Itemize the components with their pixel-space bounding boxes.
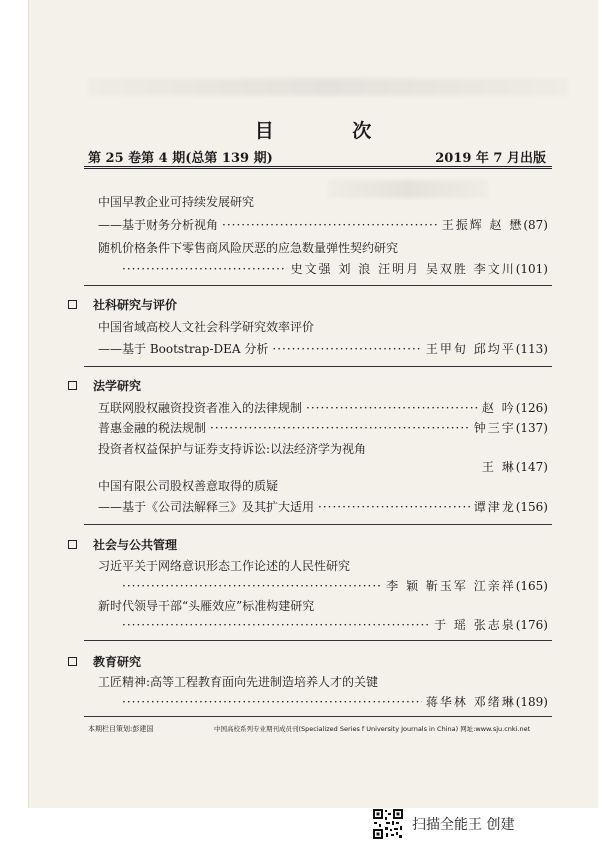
section-name: 社会与公共管理 — [93, 538, 178, 552]
article-page: (147) — [515, 460, 548, 474]
section-divider — [84, 640, 552, 641]
article-title: 中国早教企业可持续发展研究 — [98, 195, 255, 209]
checkbox-square-icon — [68, 381, 77, 390]
article-entry — [98, 498, 548, 515]
leader-dots — [122, 262, 287, 276]
article-authors: 于 瑶 张志泉 — [434, 618, 516, 632]
article-entry — [98, 458, 548, 475]
article-entry — [98, 216, 548, 233]
article-title: 普惠金融的税法规制 — [98, 421, 207, 435]
article-page: (101) — [515, 262, 548, 276]
checkbox-square-icon — [68, 657, 77, 666]
article-page: (189) — [515, 695, 548, 709]
section-heading — [68, 653, 141, 670]
leader-dots — [318, 500, 470, 514]
section-name: 法学研究 — [93, 379, 142, 393]
article-subtitle: ——基于财务分析视角 — [98, 218, 219, 232]
journal-page — [28, 0, 598, 808]
article-title: 中国省域高校人文社会科学研究效率评价 — [98, 320, 315, 334]
article-subtitle: ——基于 Bootstrap-DEA 分析 — [98, 342, 269, 356]
article-page: (176) — [515, 618, 548, 632]
article-authors: 李 颖 靳玉军 江亲祥 — [386, 579, 516, 593]
scanner-watermark: 扫描全能王 创建 — [412, 817, 515, 833]
article-page: (87) — [523, 218, 548, 232]
article-title: 投资者权益保护与证券支持诉讼:以法经济学为视角 — [98, 442, 367, 456]
footer-rule — [84, 716, 552, 717]
section-name: 教育研究 — [93, 655, 142, 669]
article-page: (165) — [515, 579, 548, 593]
leader-dots — [122, 695, 422, 709]
article-authors: 谭津龙 — [473, 500, 516, 514]
section-heading — [68, 296, 177, 313]
article-title: 互联网股权融资投资者准入的法律规制 — [98, 401, 303, 415]
article-page: (156) — [515, 500, 548, 514]
article-authors: 王 琳 — [481, 460, 516, 474]
article-entry — [98, 419, 548, 436]
section-divider — [84, 524, 552, 525]
article-entry — [98, 616, 548, 633]
article-page: (113) — [515, 342, 548, 356]
article-authors: 钟三宇 — [473, 421, 516, 435]
article-authors: 王振辉 赵 懋 — [441, 218, 524, 232]
article-entry — [98, 399, 548, 416]
article-authors: 王甲旬 邱均平 — [425, 342, 516, 356]
checkbox-square-icon — [68, 300, 77, 309]
section-heading — [68, 377, 141, 394]
header-rule — [84, 166, 552, 169]
article-authors: 史文强 刘 浪 汪明月 吴双胜 李文川 — [290, 262, 516, 276]
leader-dots — [272, 342, 422, 356]
section-divider — [84, 285, 552, 286]
issue-volume: 第 25 卷第 4 期(总第 139 期) — [88, 151, 273, 166]
leader-dots — [306, 401, 478, 415]
checkbox-square-icon — [68, 540, 77, 549]
article-title: 习近平关于网络意识形态工作论述的人民性研究 — [98, 559, 351, 573]
leader-dots — [122, 618, 430, 632]
footer-editor: 本期栏目策划:彭建国 — [88, 725, 154, 733]
qr-code-icon — [372, 808, 404, 840]
bleed-through-text — [88, 78, 568, 96]
section-heading — [68, 536, 177, 553]
article-subtitle: ——基于《公司法解释三》及其扩大适用 — [98, 500, 315, 514]
article-authors: 蒋华林 邓绪琳 — [425, 695, 516, 709]
article-entry — [98, 260, 548, 277]
section-name: 社科研究与评价 — [93, 298, 178, 312]
article-title: 工匠精神:高等工程教育面向先进制造培养人才的关键 — [98, 675, 379, 689]
leader-dots — [222, 218, 438, 232]
footer-series: 中国高校系列专业期刊成员刊(Specialized Series f University Journals in China) 网址:www.sju.cnki.net — [214, 725, 531, 733]
article-title: 中国有限公司股权善意取得的质疑 — [98, 479, 279, 493]
article-authors: 赵 吟 — [481, 401, 516, 415]
page-title: 目 次 — [254, 120, 408, 142]
article-entry — [98, 340, 548, 357]
article-page: (126) — [515, 401, 548, 415]
leader-dots — [210, 421, 470, 435]
article-entry — [98, 577, 548, 594]
article-title: 随机价格条件下零售商风险厌恶的应急数量弹性契约研究 — [98, 241, 399, 255]
leader-dots — [122, 579, 382, 593]
article-page: (137) — [515, 421, 548, 435]
section-divider — [84, 366, 552, 367]
issue-date: 2019 年 7 月出版 — [435, 151, 546, 166]
article-title: 新时代领导干部“头雁效应”标准构建研究 — [98, 599, 315, 613]
article-entry — [98, 693, 548, 710]
